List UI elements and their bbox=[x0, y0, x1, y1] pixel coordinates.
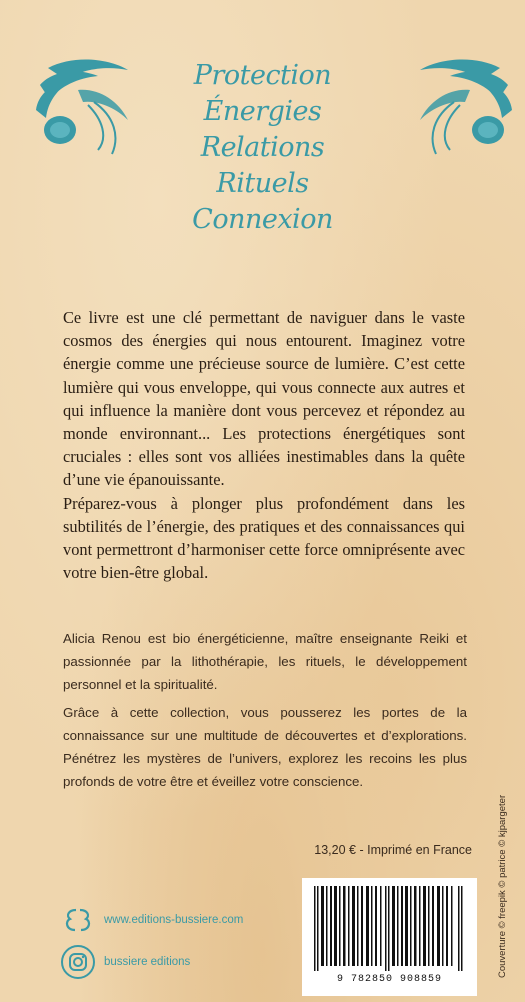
decorative-ornament-right-icon bbox=[405, 50, 520, 160]
book-description bbox=[63, 306, 465, 584]
cover-credit: Couverture © freepik © patrice © kjpargeter bbox=[497, 794, 508, 978]
theme-words bbox=[150, 58, 375, 238]
bio-paragraph: Grâce à cette collection, vous pousserez les portes de la connaissance sur une multitude de découvertes et d’explorations. Pénétrez les mystères de l’univers, explorez les recoins les plus profonds de votre être et éveillez votre conscience. bbox=[63, 704, 467, 790]
price-line: 13,20 € - Imprimé en France bbox=[314, 843, 472, 857]
theme-word-connexion: Connexion bbox=[192, 204, 333, 235]
instagram-label[interactable]: bussiere editions bbox=[104, 956, 191, 968]
instagram-icon bbox=[60, 944, 96, 980]
barcode-icon bbox=[312, 886, 467, 971]
website-label[interactable]: www.editions-bussiere.com bbox=[104, 914, 244, 926]
theme-word-protection: Protection bbox=[193, 60, 332, 91]
theme-word-energies: Énergies bbox=[203, 96, 322, 127]
isbn-barcode bbox=[302, 878, 477, 996]
description-paragraph: Ce livre est une clé permettant de naviguer dans le vaste cosmos des énergies qui nous entourent. Imaginez votre énergie comme une précieuse source de lumière. C’est cette lumière qui vous enveloppe, qui vous connecte aux autres et qui influence la manière dont vous percevez et répondez au monde environnant... Les protections énergétiques sont cruciales : elles sont vos alliées inestimables dans la quête d’une vie épanouissante. bbox=[63, 308, 465, 490]
isbn-number: 9 782850 908859 bbox=[336, 974, 442, 985]
description-paragraph: Préparez-vous à plonger plus profondément dans les subtilités de l’énergie, des pratiques et des connaissances qui vont permettront d’harmoniser cette force omniprésente avec votre bien-être global. bbox=[63, 493, 465, 583]
author-bio bbox=[63, 627, 467, 797]
theme-word-relations: Relations bbox=[200, 132, 325, 163]
website-link[interactable] bbox=[60, 902, 243, 938]
bio-paragraph: Alicia Renou est bio énergéticienne, maître enseignante Reiki et passionnée par la lithothérapie, les rituels, le développement personnel et la spiritualité. bbox=[63, 631, 467, 693]
theme-word-rituels: Rituels bbox=[216, 168, 309, 199]
instagram-link[interactable] bbox=[60, 944, 190, 980]
decorative-ornament-left-icon bbox=[28, 50, 143, 160]
publisher-logo-icon bbox=[60, 902, 96, 938]
